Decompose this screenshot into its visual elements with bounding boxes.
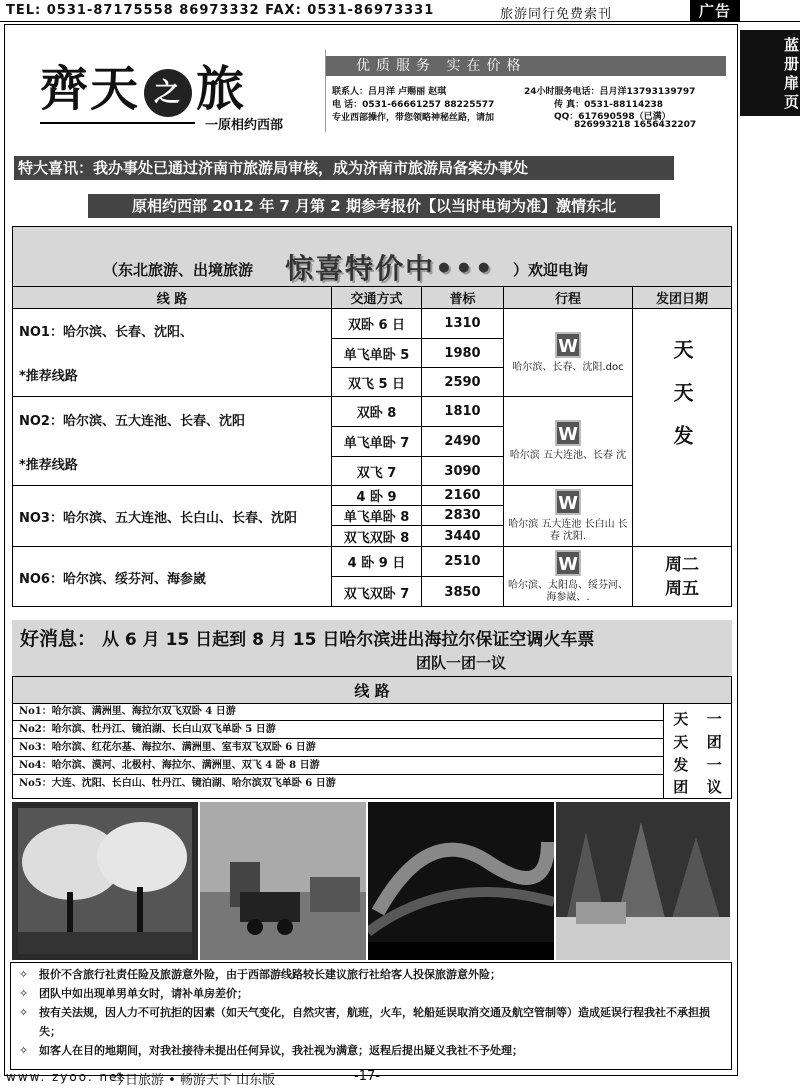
headline: 特大喜讯：我办事处已通过济南市旅游局审核，成为济南市旅游局备案办事处 bbox=[14, 156, 674, 180]
header-itinerary: 行程 bbox=[504, 287, 633, 309]
side-char: 议 bbox=[706, 778, 722, 797]
brand-name bbox=[40, 50, 246, 119]
note-star-icon: ✧ bbox=[19, 968, 29, 981]
mode: 双飞 7 bbox=[332, 457, 422, 486]
page-number: -17- bbox=[354, 1069, 380, 1084]
price: 2590 bbox=[422, 368, 504, 397]
word-doc-icon[interactable]: W bbox=[555, 420, 581, 446]
banner-right: ）欢迎电询 bbox=[513, 261, 589, 279]
qq2: 826993218 1656432207 bbox=[574, 120, 697, 130]
route-no3: NO3：哈尔滨、五大连池、长白山、长春、沈阳 bbox=[13, 486, 332, 547]
route-no2 bbox=[13, 397, 332, 486]
route-table-2 bbox=[12, 676, 732, 799]
note-item bbox=[17, 1041, 725, 1060]
ad-label: 广告 bbox=[690, 0, 740, 22]
depart-blank bbox=[633, 486, 731, 547]
price: 1980 bbox=[422, 339, 504, 368]
frost-trees-image bbox=[12, 802, 198, 960]
route-name: NO1：哈尔滨、长春、沈阳、 bbox=[19, 325, 193, 341]
mode: 双卧 6 日 bbox=[332, 309, 422, 339]
snow-forest-image bbox=[556, 802, 730, 960]
table-row: No3：哈尔滨、红花尔基、海拉尔、满洲里、室韦双飞双卧 6 日游 bbox=[13, 740, 663, 757]
word-doc-icon[interactable]: W bbox=[555, 489, 581, 515]
good-news-text: 从 6 月 15 日起到 8 月 15 日哈尔滨进出海拉尔保证空调火车票 bbox=[102, 630, 595, 650]
itinerary-file[interactable]: 哈尔滨、太阳岛、绥芬河、海参崴、. bbox=[508, 580, 628, 603]
itinerary-file[interactable]: 哈尔滨、长春、沈阳.doc bbox=[512, 361, 624, 373]
subheadline: 原相约西部 2012 年 7 月第 2 期参考报价【以当时电询为准】激情东北 bbox=[88, 194, 660, 218]
mode: 单飞单卧 5 bbox=[332, 339, 422, 368]
photo-aurora bbox=[368, 802, 554, 960]
section-tab[interactable]: 蓝册扉页 bbox=[740, 30, 800, 116]
side-char: 团 bbox=[706, 732, 722, 751]
price: 2830 bbox=[422, 506, 504, 526]
mode: 双飞 5 日 bbox=[332, 368, 422, 397]
word-doc-icon[interactable]: W bbox=[555, 332, 581, 358]
route-name: NO2：哈尔滨、五大连池、长春、沈阳 bbox=[19, 413, 245, 429]
top-contact: TEL: 0531-87175558 86973332 FAX: 0531-86973331 bbox=[6, 3, 435, 18]
depart-weekly-2: 周五 bbox=[665, 579, 699, 599]
footer-url[interactable]: www. zyoo. net bbox=[6, 1070, 126, 1084]
table-row: No4：哈尔滨、漠河、北极村、海拉尔、满洲里、双飞 4 卧 8 日游 bbox=[13, 758, 663, 775]
good-news-label: 好消息： bbox=[20, 628, 97, 650]
mode: 4 卧 9 bbox=[332, 486, 422, 506]
route-note: *推荐线路 bbox=[19, 368, 78, 384]
logo-slogan: 一原相约西部 bbox=[205, 118, 284, 133]
banner-left: （东北旅游、出境旅游 bbox=[103, 261, 254, 279]
note-text: 报价不含旅行社责任险及旅游意外险，由于西部游线路较长建议旅行社给客人投保旅游意外险； bbox=[39, 968, 501, 981]
logo-underline bbox=[40, 122, 195, 124]
side-char: 一 bbox=[706, 710, 722, 728]
header-transport: 交通方式 bbox=[332, 287, 422, 309]
photo-strip bbox=[12, 802, 732, 960]
side-char: 一 bbox=[706, 755, 722, 774]
mode: 双飞双卧 7 bbox=[332, 577, 422, 607]
service-banner: 优质服务 实在价格 bbox=[326, 56, 726, 76]
price: 1810 bbox=[422, 397, 504, 427]
publication-name: 旅游同行免费索刊 bbox=[500, 7, 613, 22]
note-item bbox=[17, 984, 725, 1003]
brand-right: 旅 bbox=[196, 61, 247, 117]
price-table bbox=[12, 226, 732, 607]
table2-header: 线 路 bbox=[13, 677, 731, 704]
photo-train-station bbox=[200, 802, 366, 960]
price: 2490 bbox=[422, 427, 504, 457]
route-no1 bbox=[13, 309, 332, 397]
notes-box bbox=[10, 962, 732, 1070]
note-text: 如客人在目的地期间，对我社接待未提出任何异议，我社视为满意；返程后提出疑义我社不予处理； bbox=[39, 1044, 523, 1057]
qq: QQ：617690598（已满） bbox=[554, 112, 671, 122]
price: 2160 bbox=[422, 486, 504, 506]
footer bbox=[0, 1068, 800, 1088]
itinerary-doc[interactable] bbox=[504, 547, 633, 607]
itinerary-file[interactable]: 哈尔滨 五大连池 长白山 长春 沈阳. bbox=[508, 519, 628, 542]
phone: 电 话：0531-66661257 88225577 bbox=[332, 100, 495, 110]
side-char: 天 bbox=[673, 710, 689, 728]
table-banner bbox=[13, 227, 731, 287]
note-item bbox=[17, 965, 725, 984]
good-news bbox=[12, 620, 732, 676]
top-bar bbox=[0, 0, 800, 22]
table-row: No1：哈尔滨、满洲里、海拉尔双飞双卧 4 日游 bbox=[13, 704, 663, 721]
special-offer: 惊喜特价中••• bbox=[285, 252, 495, 285]
good-news-sub: 团队一团一议 bbox=[416, 654, 507, 672]
itinerary-doc[interactable] bbox=[504, 309, 633, 397]
table2-side bbox=[663, 704, 731, 799]
header-departure: 发团日期 bbox=[633, 287, 731, 309]
depart-weekly-1: 周二 bbox=[665, 555, 699, 575]
price: 3850 bbox=[422, 577, 504, 607]
brand-circle-icon: 之 bbox=[144, 69, 192, 117]
fax: 传 真：0531-88114238 bbox=[554, 100, 664, 110]
depart-daily bbox=[633, 309, 731, 486]
price: 1310 bbox=[422, 309, 504, 339]
side-char: 团 bbox=[673, 778, 689, 797]
price: 2510 bbox=[422, 547, 504, 577]
note-text: 按有关法规，因人力不可抗拒的因素（如天气变化，自然灾害，航班，火车，轮船延误取消交通及航空管制等）造成延误行程我社不承担损失； bbox=[39, 1006, 710, 1038]
mode: 单飞单卧 7 bbox=[332, 427, 422, 457]
tagline: 专业西部操作，带您领略神秘丝路，请加 bbox=[332, 113, 495, 123]
table-row: No2：哈尔滨、牡丹江、镜泊湖、长白山双飞单卧 5 日游 bbox=[13, 722, 663, 739]
side-char: 发 bbox=[673, 755, 689, 774]
note-item bbox=[17, 1003, 725, 1041]
photo-frost-trees bbox=[12, 802, 198, 960]
train-station-image bbox=[200, 802, 366, 960]
hotline: 24小时服务电话：吕月洋13793139797 bbox=[524, 87, 696, 97]
note-star-icon: ✧ bbox=[19, 987, 29, 1000]
note-text: 团队中如出现单男单女时，请补单房差价； bbox=[39, 987, 248, 1000]
mode: 单飞单卧 8 bbox=[332, 506, 422, 526]
depart-daily-text: 天 天 发 bbox=[670, 339, 694, 453]
mode: 双卧 8 bbox=[332, 397, 422, 427]
company-logo bbox=[40, 50, 310, 133]
price: 3090 bbox=[422, 457, 504, 486]
footer-slogan: 今日旅游 • 畅游天下 山东版 bbox=[112, 1073, 276, 1088]
table-row: No5：大连、沈阳、长白山、牡丹江、镜泊湖、哈尔滨双飞单卧 6 日游 bbox=[19, 778, 336, 789]
word-doc-icon[interactable]: W bbox=[555, 550, 581, 576]
route-note: *推荐线路 bbox=[19, 457, 78, 473]
brand-left: 齊天 bbox=[40, 61, 141, 117]
note-star-icon: ✧ bbox=[19, 1044, 29, 1057]
header-route: 线 路 bbox=[13, 287, 332, 309]
route-no6: NO6：哈尔滨、绥芬河、海参崴 bbox=[13, 547, 332, 607]
aurora-image bbox=[368, 802, 554, 960]
note-star-icon: ✧ bbox=[19, 1006, 29, 1019]
price: 3440 bbox=[422, 526, 504, 547]
itinerary-doc[interactable] bbox=[504, 397, 633, 486]
photo-snow-forest bbox=[556, 802, 730, 960]
contacts: 联系人：吕月洋 卢赐丽 赵琪 bbox=[332, 87, 447, 97]
side-char: 天 bbox=[673, 732, 689, 751]
depart-weekly bbox=[633, 547, 731, 607]
header-price: 普标 bbox=[422, 287, 504, 309]
mode: 双飞双卧 8 bbox=[332, 526, 422, 547]
mode: 4 卧 9 日 bbox=[332, 547, 422, 577]
itinerary-file[interactable]: 哈尔滨 五大连池、长春 沈 bbox=[509, 450, 627, 461]
company-info bbox=[325, 50, 725, 132]
itinerary-doc[interactable] bbox=[504, 486, 633, 547]
